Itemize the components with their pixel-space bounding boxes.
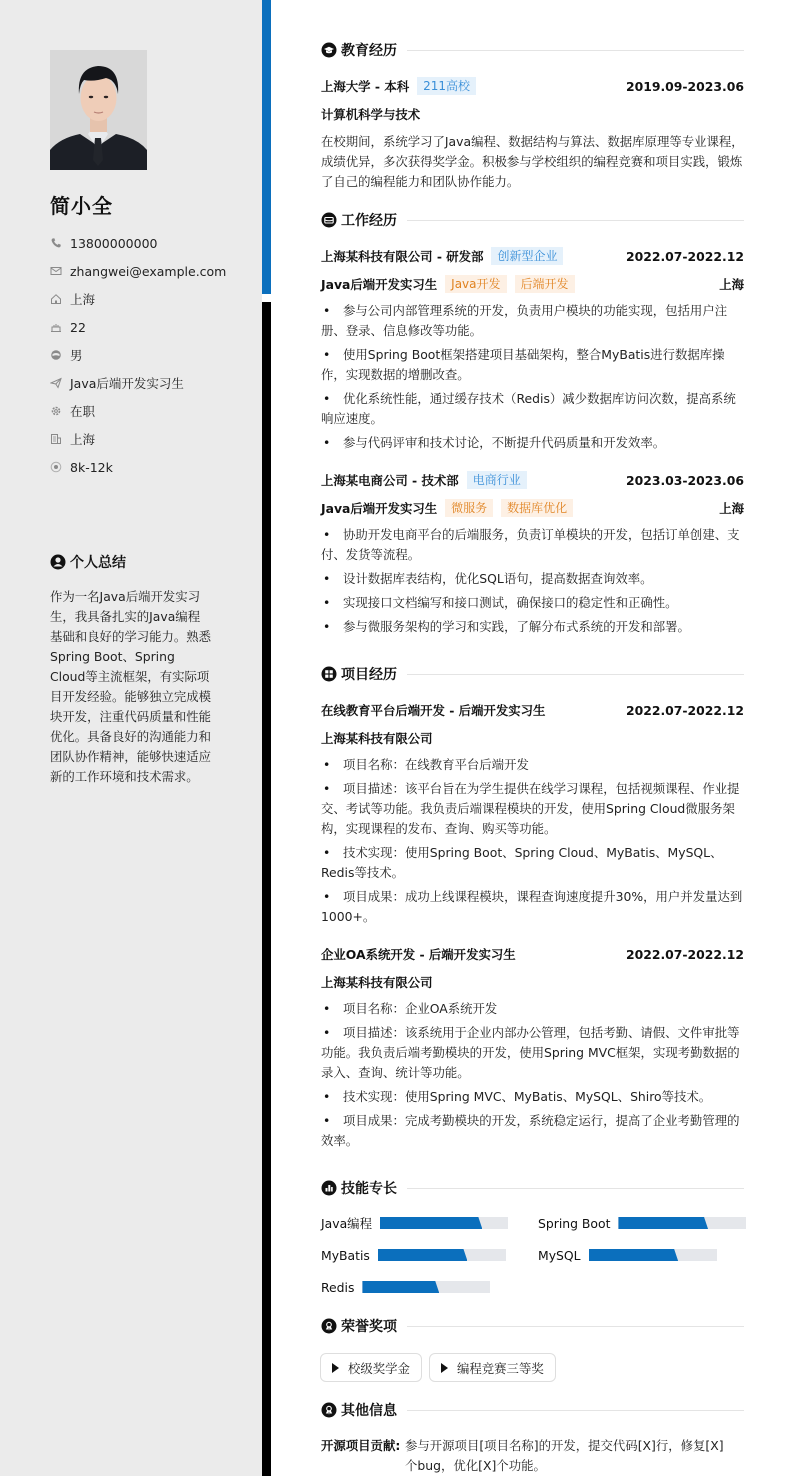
skill-bar-fill [618, 1217, 708, 1229]
project-header [321, 700, 744, 720]
list-item: • 技术实现：使用Spring Boot、Spring Cloud、MyBatis、MySQL、Redis等技术。 [321, 843, 746, 883]
role-tag: 微服务 [445, 499, 493, 517]
section-rule [407, 1326, 744, 1327]
section-skills: 技能专长 [321, 1177, 744, 1199]
skill-java: Java编程 [321, 1215, 508, 1231]
section-awards: 荣誉奖项 [321, 1315, 744, 1337]
project-header [321, 944, 744, 964]
play-icon [332, 1363, 339, 1373]
job-bullets [321, 301, 746, 457]
job-company: 上海某科技有限公司 - 研发部 [321, 249, 484, 264]
project-period: 2022.07-2022.12 [625, 702, 744, 718]
candidate-name: 简小全 [50, 194, 113, 218]
role-tag: Java开发 [445, 275, 506, 293]
contact-position: Java后端开发实习生 [50, 369, 255, 397]
section-rule [407, 220, 744, 221]
job-role: Java后端开发实习生 [321, 277, 438, 292]
job-role-row [321, 274, 744, 294]
list-item: • 使用Spring Boot框架搭建项目基础架构，整合MyBatis进行数据库操作，实现数据的增删改查。 [321, 345, 746, 385]
section-rule [407, 1410, 744, 1411]
list-item: • 项目描述：该平台旨在为学生提供在线学习课程，包括视频课程、作业提交、考试等功能。我负责后端课程模块的开发，使用Spring Cloud微服务架构，实现课程的发布、查询、购买等功能。 [321, 779, 746, 839]
section-rule [407, 1188, 744, 1189]
project-period: 2022.07-2022.12 [625, 946, 744, 962]
job-header [321, 246, 744, 266]
list-item: • 参与代码评审和技术讨论，不断提升代码质量和开发效率。 [321, 433, 746, 453]
gender-icon [50, 349, 62, 361]
project-name: 在线教育平台后端开发 - 后端开发实习生 [321, 703, 546, 718]
mail-icon [50, 265, 62, 277]
list-item: • 项目名称：在线教育平台后端开发 [321, 755, 746, 775]
skill-redis: Redis [321, 1279, 490, 1295]
building-icon [50, 433, 62, 445]
job-role: Java后端开发实习生 [321, 501, 438, 516]
section-rule [407, 674, 744, 675]
contact-list [50, 229, 255, 481]
section-education: 教育经历 [321, 39, 744, 61]
other-info-row [321, 1436, 746, 1476]
job-period: 2022.07-2022.12 [625, 248, 744, 264]
skill-bar-fill [380, 1217, 482, 1229]
award-icon [321, 1318, 337, 1334]
contact-age: 22 [50, 313, 255, 341]
summary-heading: 个人总结 [50, 552, 126, 572]
job-header [321, 470, 744, 490]
list-item: • 协助开发电商平台的后端服务，负责订单模块的开发，包括订单创建、支付、发货等流程。 [321, 525, 746, 565]
list-item: • 参与公司内部管理系统的开发，负责用户模块的功能实现，包括用户注册、登录、信息修改等功能。 [321, 301, 746, 341]
job-period: 2023.03-2023.06 [625, 472, 744, 488]
skill-bar [618, 1217, 746, 1229]
grid-icon [321, 666, 337, 682]
graduation-cap-icon [321, 42, 337, 58]
gear-icon [50, 405, 62, 417]
contact-city: 上海 [50, 285, 255, 313]
skill-bar [362, 1281, 490, 1293]
list-item: • 实现接口文档编写和接口测试，确保接口的稳定性和正确性。 [321, 593, 746, 613]
project-company: 上海某科技有限公司 [321, 731, 433, 746]
job-role-row [321, 498, 744, 518]
user-circle-icon [50, 554, 66, 570]
job-location: 上海 [719, 501, 744, 516]
list-item: • 优化系统性能，通过缓存技术（Redis）减少数据库访问次数，提高系统响应速度。 [321, 389, 746, 429]
briefcase-icon [321, 212, 337, 228]
skill-bar-fill [589, 1249, 679, 1261]
skill-bar [378, 1249, 506, 1261]
skill-bar-fill [362, 1281, 439, 1293]
list-item: • 参与微服务架构的学习和实践，了解分布式系统的开发和部署。 [321, 617, 746, 637]
company-tag: 电商行业 [467, 471, 527, 489]
contact-salary: 8k-12k [50, 453, 255, 481]
play-icon [441, 1363, 448, 1373]
section-projects: 项目经历 [321, 663, 744, 685]
contact-gender: 男 [50, 341, 255, 369]
education-major-row [321, 104, 744, 124]
list-item: • 项目名称：企业OA系统开发 [321, 999, 746, 1019]
project-company-row [321, 972, 744, 992]
skill-bar [380, 1217, 508, 1229]
list-item: • 项目成果：成功上线课程模块，课程查询速度提升30%，用户并发量达到1000+。 [321, 887, 746, 927]
salary-icon [50, 461, 62, 473]
project-bullets [321, 755, 746, 931]
award-badge: 校级奖学金 [320, 1353, 422, 1382]
company-tag: 创新型企业 [491, 247, 563, 265]
section-rule [407, 50, 744, 51]
skill-bar-fill [378, 1249, 468, 1261]
role-tag: 后端开发 [515, 275, 575, 293]
job-company: 上海某电商公司 - 技术部 [321, 473, 459, 488]
award-badge: 编程竞赛三等奖 [429, 1353, 556, 1382]
project-bullets [321, 999, 746, 1155]
list-item: • 项目成果：完成考勤模块的开发，系统稳定运行，提高了企业考勤管理的效率。 [321, 1111, 746, 1151]
contact-email: zhangwei@example.com [50, 257, 255, 285]
send-icon [50, 377, 62, 389]
education-major: 计算机科学与技术 [321, 107, 421, 122]
education-period: 2019.09-2023.06 [625, 78, 744, 94]
project-name: 企业OA系统开发 - 后端开发实习生 [321, 947, 516, 962]
other-info-value: 参与开源项目[项目名称]的开发，提交代码[X]行，修复[X]个bug，优化[X]个功能。 [405, 1438, 724, 1473]
skill-spring-boot: Spring Boot [538, 1215, 746, 1231]
list-item: • 项目描述：该系统用于企业内部办公管理，包括考勤、请假、文件审批等功能。我负责后端考勤模块的开发，使用Spring MVC框架，实现考勤数据的录入、查询、统计等功能。 [321, 1023, 746, 1083]
project-company: 上海某科技有限公司 [321, 975, 433, 990]
section-work: 工作经历 [321, 209, 744, 231]
chart-icon [321, 1180, 337, 1196]
school-name: 上海大学 - 本科 [321, 79, 410, 94]
school-tag: 211高校 [417, 77, 476, 95]
job-bullets [321, 525, 746, 641]
job-location: 上海 [719, 277, 744, 292]
summary-text: 作为一名Java后端开发实习生，我具备扎实的Java编程基础和良好的学习能力。熟悉Spring Boot、Spring Cloud等主流框架，有实际项目开发经验。能够独立完成模块开发，注重代码质量和性能优化。具备良好的沟通能力和团队协作精神，能够快速适应新的工作环境和技术需求。 [50, 589, 212, 784]
education-header [321, 76, 744, 96]
skill-mysql: MySQL [538, 1247, 717, 1263]
contact-phone: 13800000000 [50, 229, 255, 257]
award-icon [321, 1402, 337, 1418]
contact-status: 在职 [50, 397, 255, 425]
phone-icon [50, 237, 62, 249]
project-company-row [321, 728, 744, 748]
accent-bar [262, 0, 271, 294]
skill-mybatis: MyBatis [321, 1247, 506, 1263]
avatar [50, 50, 147, 170]
cake-icon [50, 321, 62, 333]
skill-bar [589, 1249, 717, 1261]
contact-target-city: 上海 [50, 425, 255, 453]
list-item: • 设计数据库表结构，优化SQL语句，提高数据查询效率。 [321, 569, 746, 589]
list-item: • 技术实现：使用Spring MVC、MyBatis、MySQL、Shiro等技术。 [321, 1087, 746, 1107]
divider-bar [262, 302, 271, 1476]
education-description: 在校期间，系统学习了Java编程、数据结构与算法、数据库原理等专业课程，成绩优异，多次获得奖学金。积极参与学校组织的编程竞赛和项目实践，锻炼了自己的编程能力和团队协作能力。 [321, 134, 744, 189]
role-tag: 数据库优化 [501, 499, 573, 517]
section-other: 其他信息 [321, 1399, 744, 1421]
other-info-label: 开源项目贡献: [321, 1438, 401, 1453]
home-icon [50, 293, 62, 305]
